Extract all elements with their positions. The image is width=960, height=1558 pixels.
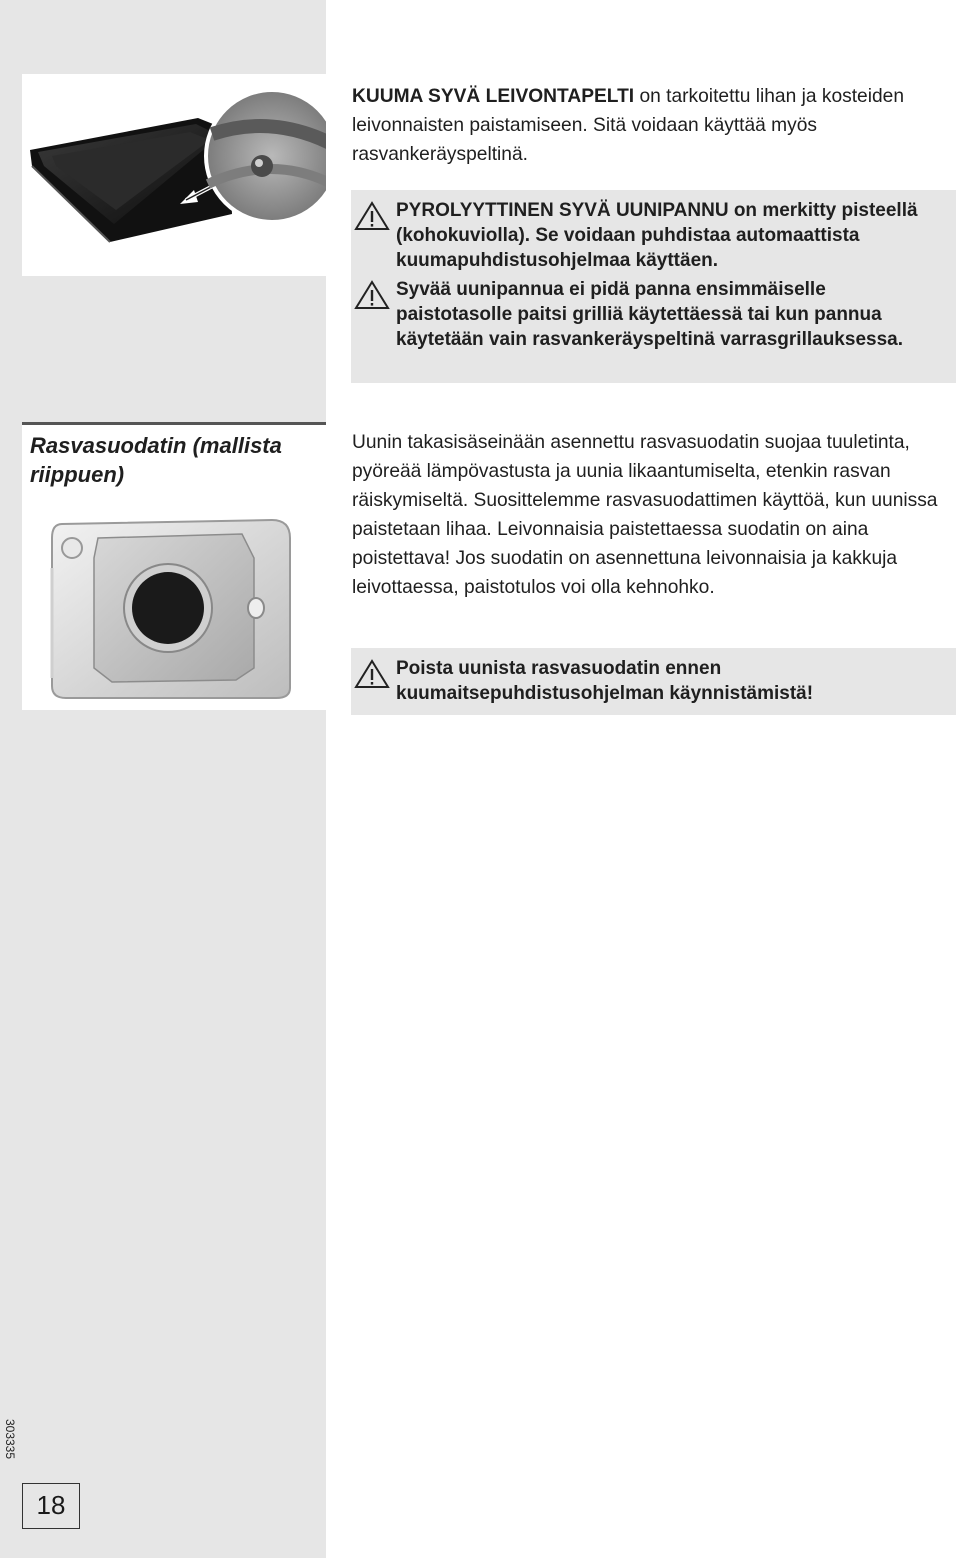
warning-text: PYROLYYTTINEN SYVÄ UUNIPANNU on merkitty pisteellä (kohokuviolla). Se voidaan puhdistaa automaattista kuumapuhdistusohjelmaa käyttäen. — [396, 200, 918, 271]
grease-filter-image — [22, 508, 326, 710]
warning-item — [351, 277, 946, 352]
deep-baking-tray-image — [22, 74, 326, 276]
product-name: KUUMA SYVÄ LEIVONTAPELTI — [352, 86, 635, 107]
page-number: 18 — [22, 1483, 80, 1529]
warning-item — [351, 198, 946, 273]
warning-text: Poista uunista rasvasuodatin ennen kuumaitsepuhdistusohjelman käynnistämistä! — [396, 658, 814, 704]
warning-triangle-icon — [354, 659, 390, 689]
intro-paragraph — [352, 82, 957, 169]
warning-box-pyrolytic — [351, 190, 956, 383]
grease-filter-paragraph: Uunin takasisäseinään asennettu rasvasuodatin suojaa tuuletinta, pyöreää lämpövastusta ja uunia likaantumiselta, etenkin rasvan räiskymiseltä. Suosittelemme rasvasuodattimen käyttöä, kun uunissa paistetaan lihaa. Leivonnaisia paistettaessa suodatin on aina poistettava! Jos suodatin on asennettuna leivonnaisia ja kakkuja leivottaessa, paistotulos voi olla kehnohko. — [352, 432, 938, 598]
section-heading-grease-filter: Rasvasuodatin (mallista riippuen) — [22, 422, 326, 508]
warning-triangle-icon — [354, 280, 390, 310]
document-code: 303335 — [3, 1418, 17, 1460]
intro-description: on tarkoitettu lihan ja kosteiden leivonnaisten paistamiseen. Sitä voidaan käyttää myös rasvankeräyspeltinä. — [352, 86, 905, 165]
warning-item — [351, 656, 946, 706]
warning-triangle-icon — [354, 201, 390, 231]
warning-text: Syvää uunipannua ei pidä panna ensimmäiselle paistotasolle paitsi grilliä käytettäessä tai kun pannua käytetään vain rasvankeräyspeltinä varrasgrillauksessa. — [396, 279, 903, 350]
warning-box-remove-filter — [351, 648, 956, 715]
